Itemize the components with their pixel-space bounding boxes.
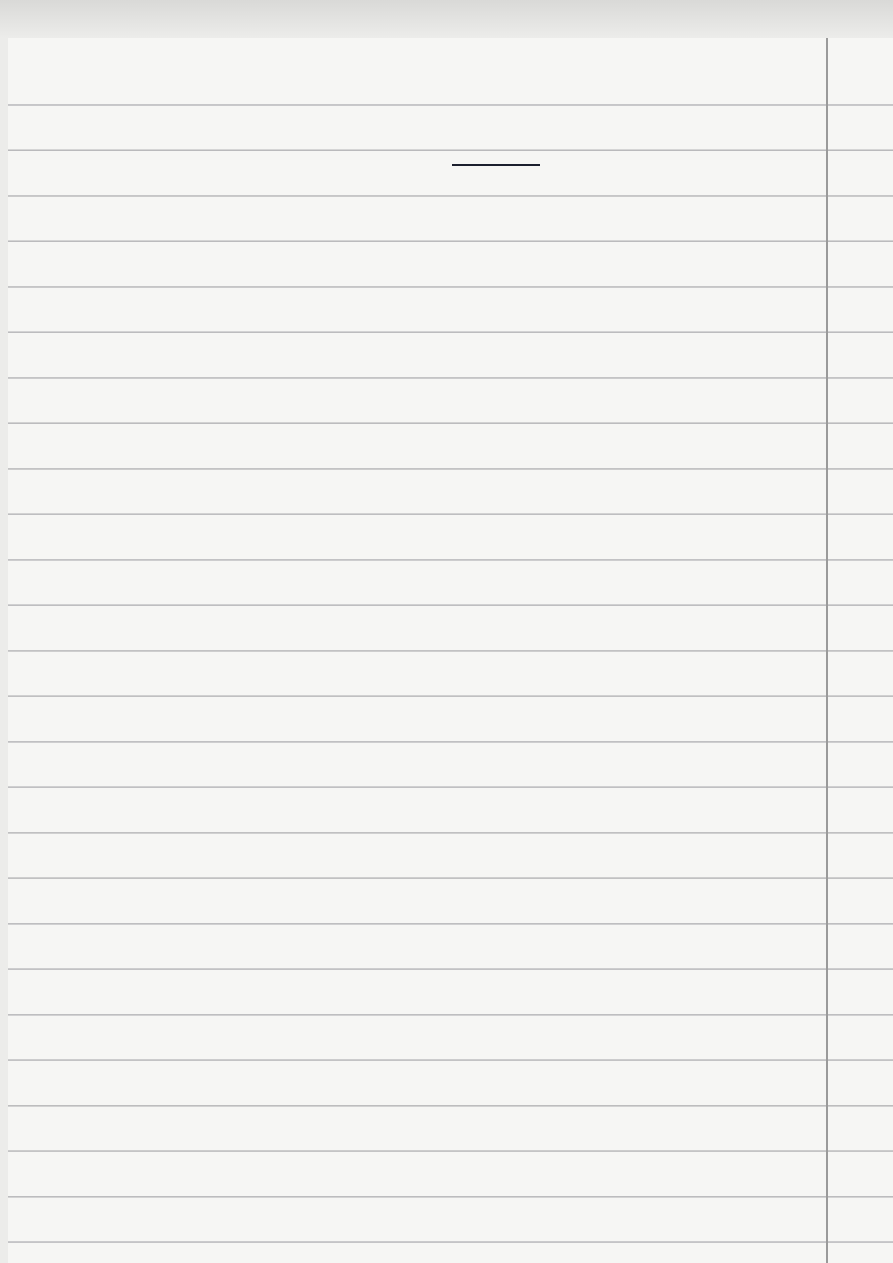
notebook-page	[8, 38, 893, 1263]
page-top-edge	[0, 0, 893, 38]
margin-line	[826, 38, 828, 1263]
underline-mark	[452, 164, 540, 166]
